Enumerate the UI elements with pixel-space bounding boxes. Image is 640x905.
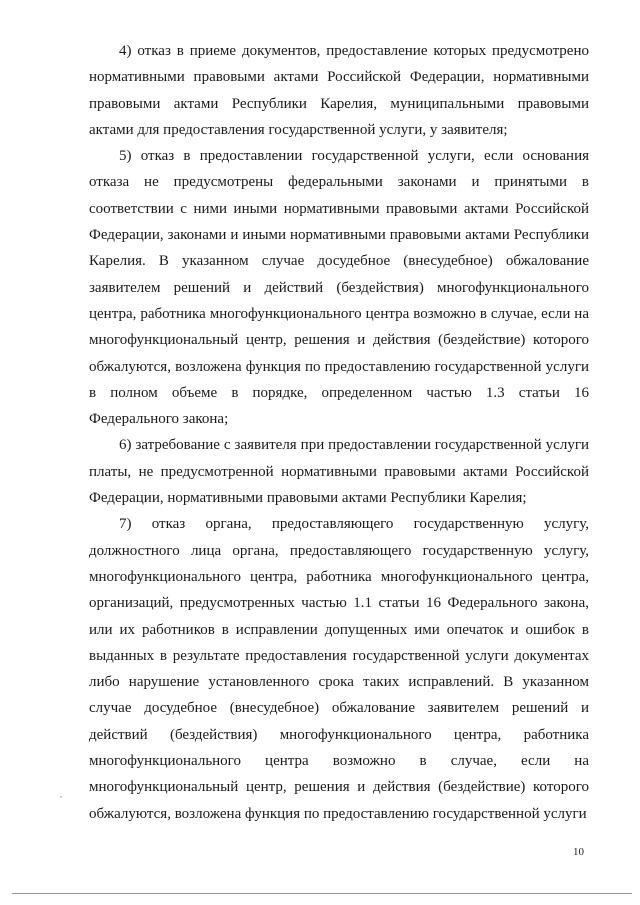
document-body	[89, 38, 589, 827]
paragraph-item-7: 7) отказ органа, предоставляющего государственную услугу, должностного лица органа, предоставляющего государственную услугу, многофункционального центра, работника многофункционального центра, организаций, предусмотренных частью 1.1 статьи 16 Федерального закона, или их работников в исправлении допущенных ими опечаток и ошибок в выданных в результате предоставления государственной услуги документах либо нарушение установленного срока таких исправлений. В указанном случае досудебное (внесудебное) обжалование заявителем решений и действий (бездействия) многофункционального центра, работника многофункционального центра возможно в случае, если на многофункциональный центр, решения и действия (бездействие) которого обжалуются, возложена функция по предоставлению государственной услуги	[89, 516, 589, 822]
page-number: 10	[573, 846, 584, 858]
paragraph-item-6: 6) затребование с заявителя при предоставлении государственной услуги платы, не предусмотренной нормативными правовыми актами Российской Федерации, нормативными правовыми актами Республики Карелия;	[89, 437, 589, 507]
page-bottom-edge	[12, 893, 632, 894]
paragraph-item-5: 5) отказ в предоставлении государственной услуги, если основания отказа не предусмотрены федеральными законами и принятыми в соответствии с ними иными нормативными правовыми актами Российской Федерации, законами и иными нормативными правовыми актами Республики Карелия. В указанном случае досудебное (внесудебное) обжалование заявителем решений и действий (бездействия) многофункционального центра, работника многофункционального центра возможно в случае, если на многофункциональный центр, решения и действия (бездействие) которого обжалуются, возложена функция по предоставлению государственной услуги в полном объеме в порядке, определенном частью 1.3 статьи 16 Федерального закона;	[89, 148, 589, 428]
paragraph-item-4: 4) отказ в приеме документов, предоставление которых предусмотрено нормативными правовыми актами Российской Федерации, нормативными правовыми актами Республики Карелия, муниципальными правовыми актами для предоставления государственной услуги, у заявителя;	[89, 43, 589, 138]
scan-artifact	[60, 796, 62, 798]
